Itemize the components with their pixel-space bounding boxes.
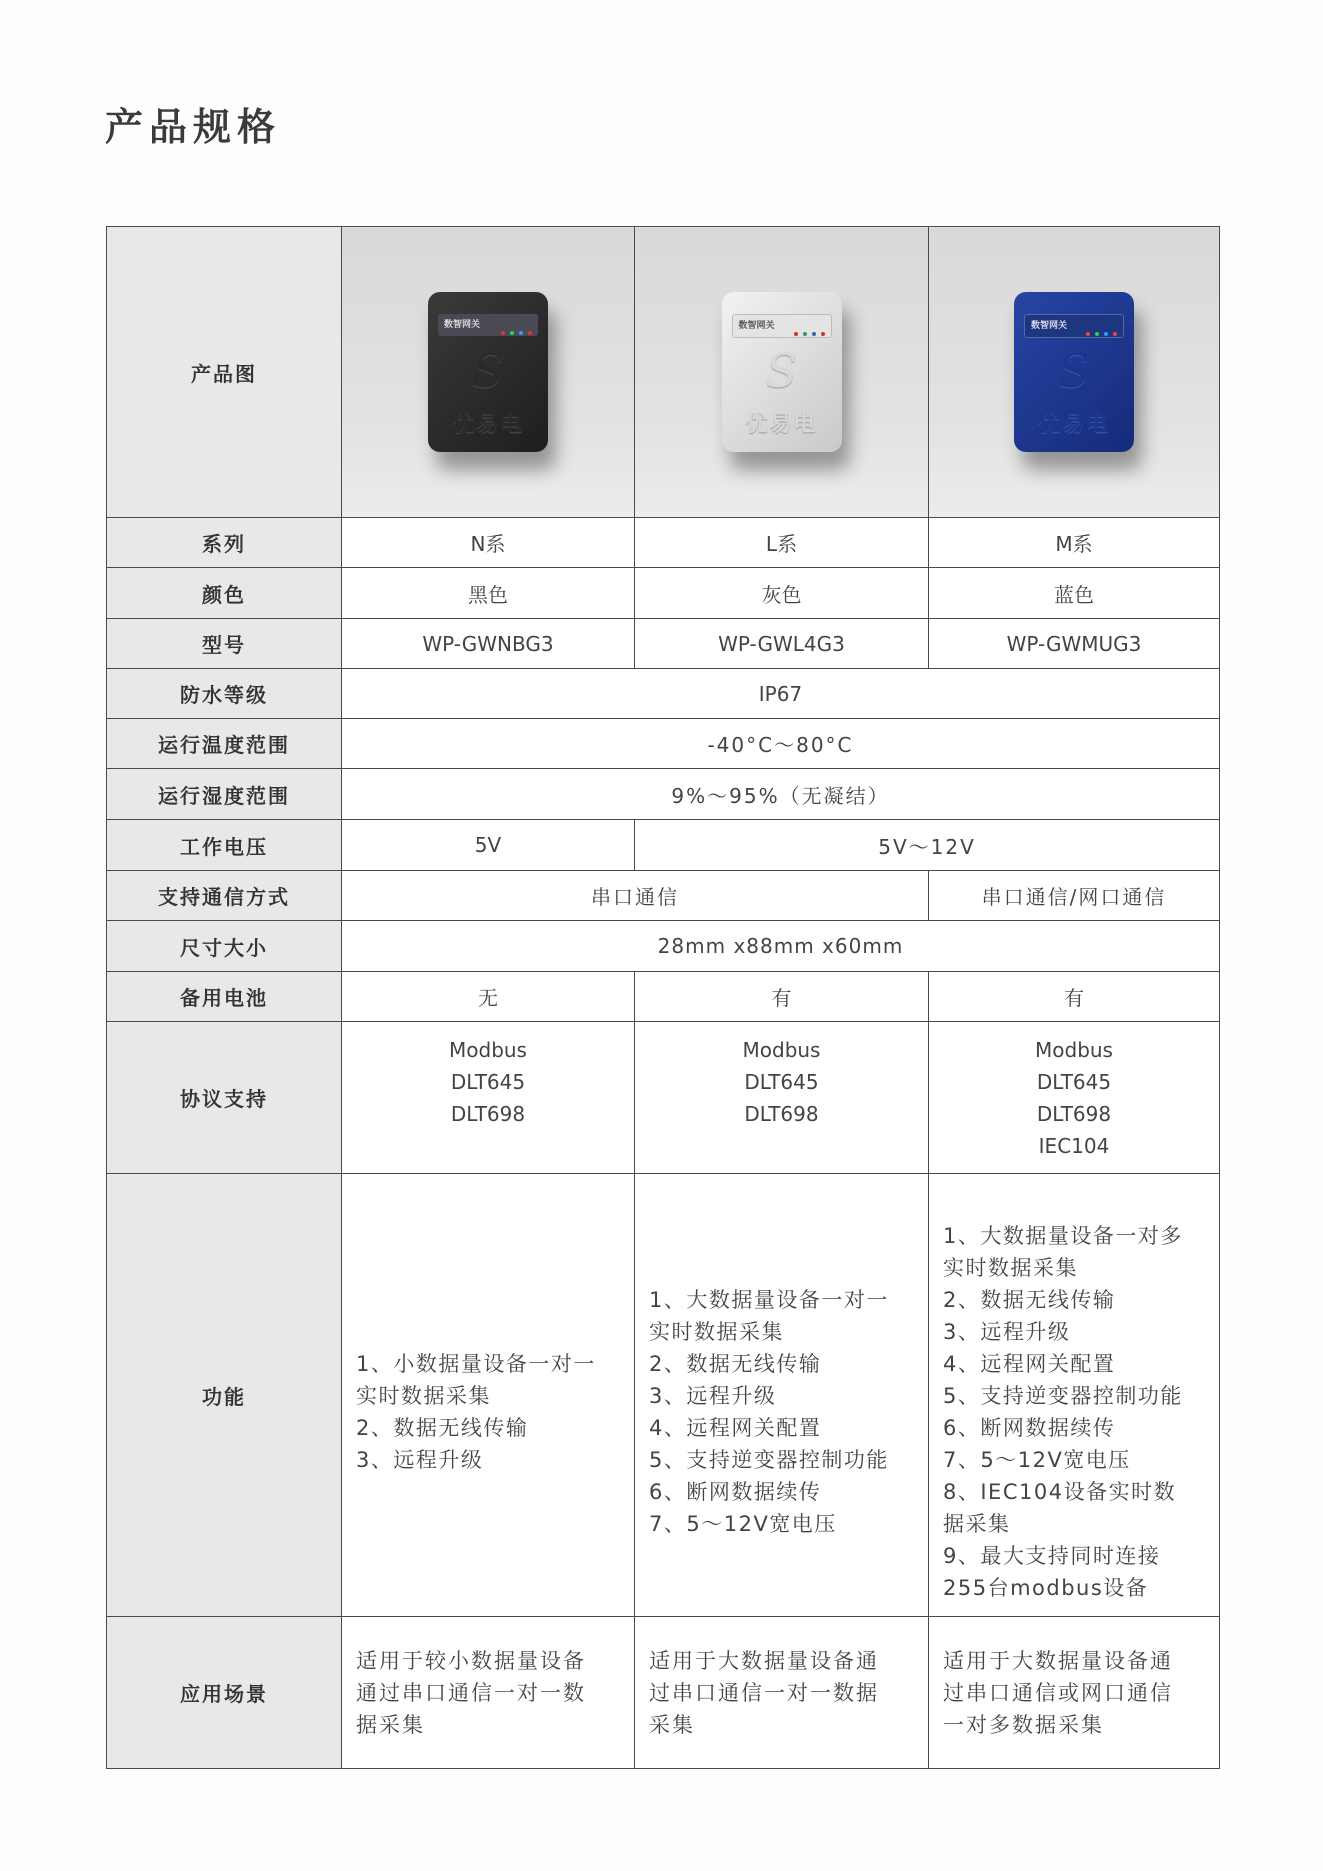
function-line: 2、数据无线传输 (356, 1416, 529, 1440)
s-logo-icon: S (765, 344, 798, 398)
scene-line: 据采集 (356, 1712, 425, 1737)
function-line: 9、最大支持同时连接 (943, 1544, 1161, 1568)
row-label: 运行湿度范围 (107, 769, 342, 820)
led-indicators-icon (1081, 323, 1117, 345)
row-model (107, 619, 1220, 669)
function-line: 7、5～12V宽电压 (649, 1512, 837, 1536)
function-cell (635, 1174, 929, 1617)
s-logo-icon: S (472, 344, 504, 398)
protocol-item: IEC104 (1038, 1134, 1110, 1158)
scene-line: 过串口通信一对一数据 (649, 1680, 879, 1705)
scene-cell (929, 1617, 1220, 1769)
protocol-item: Modbus (1035, 1038, 1113, 1062)
protocol-cell (342, 1022, 635, 1174)
led-indicators-icon (496, 322, 532, 344)
device-blue-image (1014, 292, 1134, 452)
protocol-item: DLT645 (450, 1070, 526, 1094)
scene-line: 适用于较小数据量设备 (356, 1648, 586, 1673)
device-brand: 优易电 (745, 412, 818, 437)
row-label: 尺寸大小 (107, 921, 342, 972)
function-cell (342, 1174, 635, 1617)
function-line: 7、5～12V宽电压 (943, 1448, 1131, 1472)
device-label: 数智网关 (1031, 321, 1068, 331)
row-label: 型号 (107, 619, 342, 669)
row-communication (107, 871, 1220, 921)
cell: 有 (929, 972, 1220, 1022)
function-line: 3、远程升级 (356, 1448, 484, 1472)
protocol-cell (635, 1022, 929, 1174)
row-series (107, 518, 1220, 568)
row-label: 运行温度范围 (107, 719, 342, 769)
row-label: 产品图 (107, 227, 342, 518)
scene-cell (342, 1617, 635, 1769)
row-label: 协议支持 (107, 1022, 342, 1174)
row-waterproof (107, 669, 1220, 719)
function-line: 8、IEC104设备实时数 (943, 1480, 1177, 1504)
row-application-scene (107, 1617, 1220, 1769)
function-line: 3、远程升级 (943, 1320, 1071, 1344)
row-product-image (107, 227, 1220, 518)
function-line: 6、断网数据续传 (943, 1416, 1116, 1440)
spec-table (106, 226, 1220, 1769)
function-line: 实时数据采集 (356, 1384, 491, 1408)
row-battery (107, 972, 1220, 1022)
cell: L系 (635, 518, 929, 568)
function-line: 2、数据无线传输 (943, 1288, 1116, 1312)
product-image-l (635, 227, 929, 518)
cell: 有 (635, 972, 929, 1022)
row-color (107, 568, 1220, 619)
cell: 5V (342, 820, 635, 871)
cell: 串口通信 (342, 871, 929, 921)
protocol-item: Modbus (449, 1038, 527, 1062)
function-line: 实时数据采集 (649, 1320, 784, 1344)
protocol-item: DLT645 (744, 1070, 819, 1094)
function-line: 5、支持逆变器控制功能 (649, 1448, 889, 1472)
row-voltage (107, 820, 1220, 871)
function-line: 5、支持逆变器控制功能 (943, 1384, 1183, 1408)
function-line: 1、小数据量设备一对一 (356, 1352, 596, 1376)
function-line: 255台modbus设备 (943, 1576, 1149, 1600)
cell: -40°C～80°C (342, 719, 1220, 769)
function-cell (929, 1174, 1220, 1617)
function-line: 据采集 (943, 1512, 1011, 1536)
cell: 黑色 (342, 568, 635, 619)
row-label: 工作电压 (107, 820, 342, 871)
row-label: 备用电池 (107, 972, 342, 1022)
row-size (107, 921, 1220, 972)
function-line: 1、大数据量设备一对一 (649, 1288, 889, 1312)
cell: 串口通信/网口通信 (929, 871, 1220, 921)
cell: 蓝色 (929, 568, 1220, 619)
function-line: 4、远程网关配置 (943, 1352, 1116, 1376)
device-label: 数智网关 (738, 321, 775, 331)
page-title: 产品规格 (105, 105, 282, 149)
device-black-image (428, 292, 548, 452)
device-label: 数智网关 (444, 320, 481, 330)
function-line: 4、远程网关配置 (649, 1416, 822, 1440)
function-line: 6、断网数据续传 (649, 1480, 822, 1504)
cell: N系 (342, 518, 635, 568)
led-indicators-icon (789, 323, 825, 345)
row-humidity (107, 769, 1220, 820)
cell: 28mm x88mm x60mm (342, 921, 1220, 972)
cell: 5V～12V (635, 820, 1220, 871)
protocol-item: DLT698 (450, 1102, 526, 1126)
cell: WP-GWNBG3 (342, 619, 635, 669)
row-label: 功能 (107, 1174, 342, 1617)
cell: WP-GWL4G3 (635, 619, 929, 669)
row-label: 系列 (107, 518, 342, 568)
protocol-item: Modbus (742, 1038, 821, 1062)
cell: WP-GWMUG3 (929, 619, 1220, 669)
scene-line: 采集 (649, 1712, 695, 1737)
scene-line: 过串口通信或网口通信 (943, 1680, 1173, 1705)
function-line: 3、远程升级 (649, 1384, 777, 1408)
s-logo-icon: S (1058, 344, 1090, 398)
function-line: 1、大数据量设备一对多 (943, 1224, 1183, 1248)
row-label: 防水等级 (107, 669, 342, 719)
cell: M系 (929, 518, 1220, 568)
device-brand: 优易电 (451, 412, 524, 437)
cell: 灰色 (635, 568, 929, 619)
protocol-item: DLT698 (744, 1102, 819, 1126)
scene-line: 适用于大数据量设备通 (943, 1648, 1173, 1673)
cell: 9%～95%（无凝结） (342, 769, 1220, 820)
row-function (107, 1174, 1220, 1617)
device-gray-image (722, 292, 842, 452)
row-temperature (107, 719, 1220, 769)
cell: IP67 (342, 669, 1220, 719)
scene-cell (635, 1617, 929, 1769)
product-image-n (342, 227, 635, 518)
cell: 无 (342, 972, 635, 1022)
row-label: 颜色 (107, 568, 342, 619)
protocol-item: DLT645 (1036, 1070, 1112, 1094)
function-line: 2、数据无线传输 (649, 1352, 822, 1376)
product-image-m (929, 227, 1220, 518)
scene-line: 一对多数据采集 (943, 1712, 1104, 1737)
scene-line: 适用于大数据量设备通 (649, 1648, 879, 1673)
scene-line: 通过串口通信一对一数 (356, 1680, 586, 1705)
row-label: 支持通信方式 (107, 871, 342, 921)
protocol-cell (929, 1022, 1220, 1174)
device-brand: 优易电 (1037, 412, 1110, 437)
row-protocol (107, 1022, 1220, 1174)
protocol-item: DLT698 (1036, 1102, 1112, 1126)
row-label: 应用场景 (107, 1617, 342, 1769)
function-line: 实时数据采集 (943, 1256, 1078, 1280)
